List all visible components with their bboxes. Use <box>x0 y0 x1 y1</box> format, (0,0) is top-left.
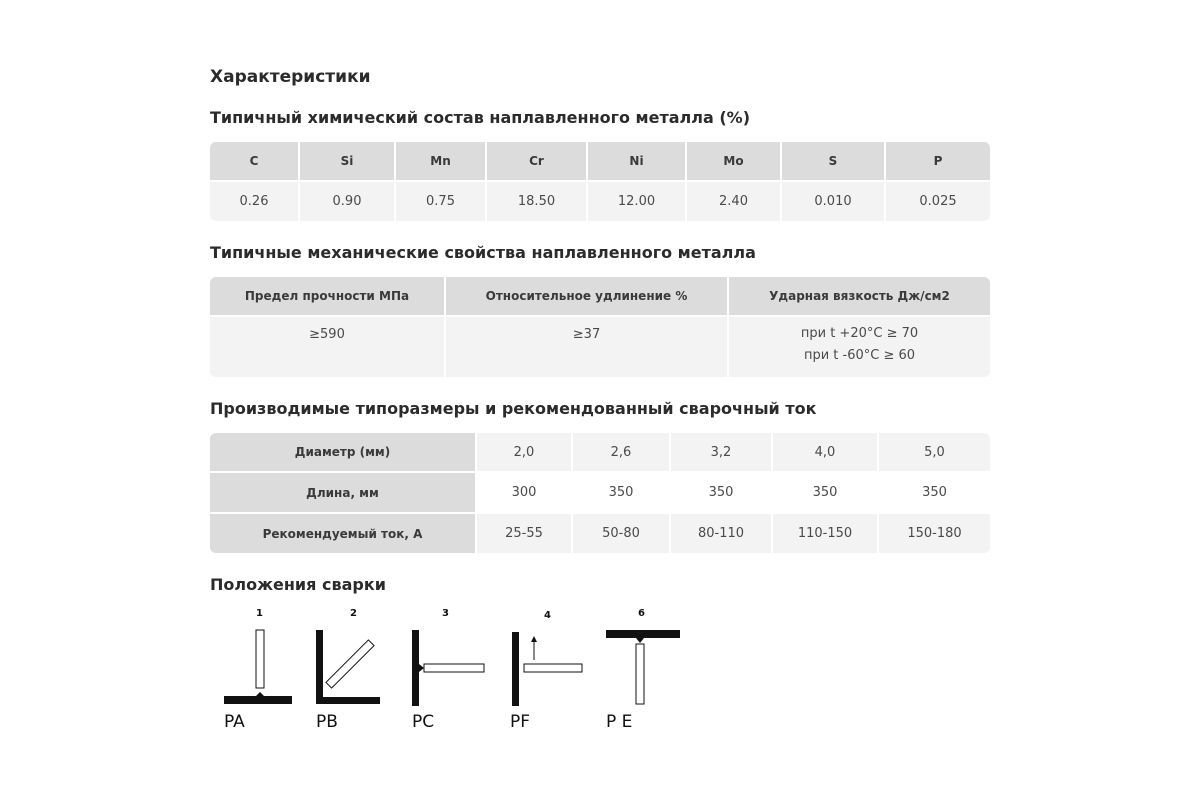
chem-heading: Типичный химический состав наплавленного металла (%) <box>210 108 750 127</box>
sizes-row-current <box>210 514 990 553</box>
chem-value-mn: 0.75 <box>396 182 487 221</box>
mech-heading: Типичные механические свойства наплавленного металла <box>210 243 756 262</box>
mech-value-strength: ≥590 <box>210 317 446 377</box>
chem-value-row <box>210 182 990 221</box>
sizes-cell: 4,0 <box>773 433 879 471</box>
sizes-cell: 2,6 <box>573 433 671 471</box>
mech-header-row <box>210 277 990 315</box>
chem-header-ni: Ni <box>588 142 687 180</box>
sizes-cell: 150-180 <box>879 514 990 553</box>
sizes-cell: 25-55 <box>477 514 573 553</box>
position-pc <box>406 604 496 744</box>
chem-header-cr: Cr <box>487 142 588 180</box>
sizes-cell: 2,0 <box>477 433 573 471</box>
chem-value-si: 0.90 <box>300 182 396 221</box>
sizes-cell: 5,0 <box>879 433 990 471</box>
position-number: 1 <box>256 608 263 619</box>
chem-value-s: 0.010 <box>782 182 886 221</box>
position-pe <box>604 604 694 744</box>
sizes-cell: 300 <box>477 473 573 512</box>
chem-header-mo: Mo <box>687 142 782 180</box>
position-label: PC <box>412 712 435 732</box>
positions-heading: Положения сварки <box>210 575 386 594</box>
sizes-label-current: Рекомендуемый ток, А <box>210 514 477 553</box>
position-number: 3 <box>442 608 449 619</box>
sizes-label-diameter: Диаметр (мм) <box>210 433 477 471</box>
position-number: 4 <box>544 610 551 621</box>
mech-header-strength: Предел прочности МПа <box>210 277 446 315</box>
impact-line-2: при t -60°C ≥ 60 <box>803 348 916 363</box>
position-number: 2 <box>350 608 357 619</box>
chem-header-c: C <box>210 142 300 180</box>
sizes-cell: 350 <box>773 473 879 512</box>
page-title: Характеристики <box>210 67 371 87</box>
sizes-cell: 350 <box>879 473 990 512</box>
position-label: P E <box>606 712 633 732</box>
chem-value-c: 0.26 <box>210 182 300 221</box>
chem-value-mo: 2.40 <box>687 182 782 221</box>
welding-positions-diagram <box>210 604 690 744</box>
position-label: PB <box>316 712 338 732</box>
sizes-cell: 110-150 <box>773 514 879 553</box>
impact-line-1: при t +20°C ≥ 70 <box>800 326 919 341</box>
position-label: PA <box>224 712 245 732</box>
position-pf <box>506 604 596 744</box>
sizes-cell: 50-80 <box>573 514 671 553</box>
mech-value-impact <box>729 317 990 377</box>
sizes-row-diameter <box>210 433 990 471</box>
chem-header-row <box>210 142 990 180</box>
position-number: 6 <box>638 608 645 619</box>
sizes-cell: 350 <box>671 473 773 512</box>
mech-value-elongation: ≥37 <box>446 317 729 377</box>
chem-header-si: Si <box>300 142 396 180</box>
chem-value-cr: 18.50 <box>487 182 588 221</box>
sizes-cell: 3,2 <box>671 433 773 471</box>
mech-header-elongation: Относительное удлинение % <box>446 277 729 315</box>
chem-header-mn: Mn <box>396 142 487 180</box>
mech-value-row <box>210 317 990 377</box>
position-label: PF <box>510 712 531 732</box>
mech-header-impact: Ударная вязкость Дж/см2 <box>729 277 990 315</box>
sizes-cell: 350 <box>573 473 671 512</box>
sizes-label-length: Длина, мм <box>210 473 477 512</box>
sizes-cell: 80-110 <box>671 514 773 553</box>
chem-header-p: P <box>886 142 990 180</box>
position-pb <box>310 604 400 744</box>
chem-value-p: 0.025 <box>886 182 990 221</box>
sizes-row-length <box>210 473 990 512</box>
sizes-heading: Производимые типоразмеры и рекомендованный сварочный ток <box>210 399 817 418</box>
position-pa <box>210 604 300 744</box>
chem-header-s: S <box>782 142 886 180</box>
chem-value-ni: 12.00 <box>588 182 687 221</box>
